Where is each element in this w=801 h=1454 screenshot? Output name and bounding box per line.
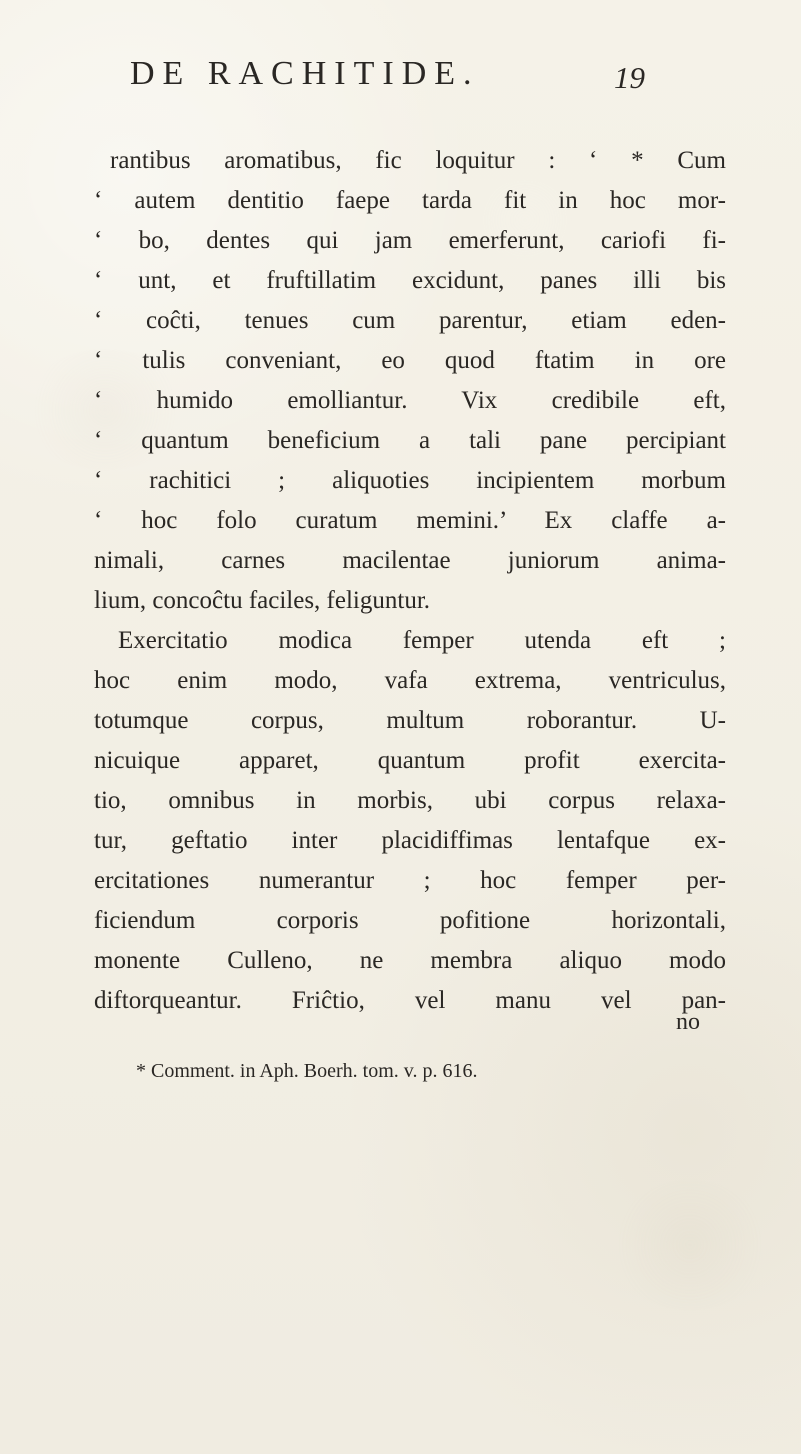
paper-stain: [610, 1180, 770, 1310]
text-line-1: rantibus aromatibus, fic loquitur : ‘ * Cum: [110, 147, 726, 174]
text-line-17: tio, omnibus in morbis, ubi corpus relaxa-: [94, 787, 726, 814]
text-line-5: ‘ coĉti, tenues cum parentur, etiam eden-: [94, 307, 726, 334]
text-line-20: ficiendum corporis pofitione horizontali,: [94, 907, 726, 934]
text-line-21: monente Culleno, ne membra aliquo modo: [94, 947, 726, 974]
text-line-12: lium, concoĉtu faciles, feliguntur.: [94, 587, 431, 614]
text-line-8: ‘ quantum beneficium a tali pane percipiant: [94, 427, 726, 454]
running-title: DE RACHITIDE.: [130, 55, 480, 92]
text-line-19: ercitationes numerantur ; hoc femper per-: [94, 867, 726, 894]
text-line-10: ‘ hoc folo curatum memini.’ Ex claffe a-: [94, 507, 726, 534]
text-line-2: ‘ autem dentitio faepe tarda fit in hoc mor-: [94, 187, 726, 214]
text-line-6: ‘ tulis conveniant, eo quod ftatim in ore: [94, 347, 726, 374]
text-line-14: hoc enim modo, vafa extrema, ventriculus,: [94, 667, 726, 694]
text-line-9: ‘ rachitici ; aliquoties incipientem morbum: [94, 467, 726, 494]
text-line-15: totumque corpus, multum roborantur. U-: [94, 707, 726, 734]
text-line-7: ‘ humido emolliantur. Vix credibile eft,: [94, 387, 726, 414]
text-line-4: ‘ unt, et fruftillatim excidunt, panes illi bis: [94, 267, 726, 294]
footnote: * Comment. in Aph. Boerh. tom. v. p. 616.: [136, 1060, 478, 1082]
text-line-16: nicuique apparet, quantum profit exercita-: [94, 747, 726, 774]
page-number: 19: [614, 60, 645, 95]
text-line-3: ‘ bo, dentes qui jam emerferunt, cariofi fi-: [94, 227, 726, 254]
catchword: no: [676, 1009, 700, 1035]
text-line-11: nimali, carnes macilentae juniorum anima-: [94, 547, 726, 574]
text-line-18: tur, geftatio inter placidiffimas lentafque ex-: [94, 827, 726, 854]
text-line-13: Exercitatio modica femper utenda eft ;: [118, 627, 726, 654]
text-line-22: diftorqueantur. Friĉtio, vel manu vel pan-: [94, 987, 726, 1014]
